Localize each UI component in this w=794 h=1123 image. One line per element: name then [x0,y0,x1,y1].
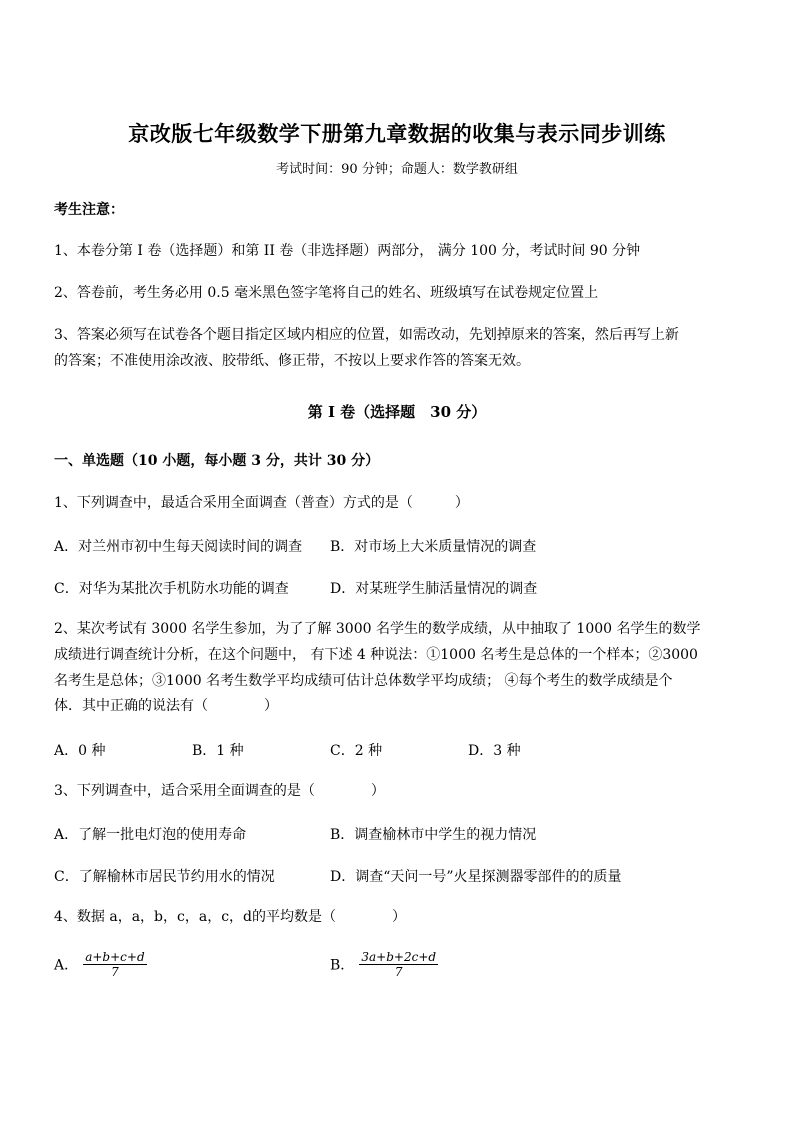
question-2-line-1: 2、某次考试有 3000 名学生参加，为了了解 3000 名学生的数学成绩，从中抽取了 1000 名学生的数学 [54,621,701,637]
question-4-option-a-fraction [83,950,146,979]
section-title: 第 I 卷（选择题 30 分） [307,403,487,421]
question-3-option-b: B．调查榆林市中学生的视力情况 [330,827,537,843]
fraction-denominator: 7 [111,965,119,979]
question-2-option-a: A．0 种 [54,743,106,759]
question-3-option-a: A．了解一批电灯泡的使用寿命 [54,827,247,843]
notice-item-3: 3、答案必须写在试卷各个题目指定区域内相应的位置，如需改动，先划掉原来的答案，然后再写上新 [54,327,679,343]
question-2-line-2: 成绩进行调查统计分析，在这个问题中， 有下述 4 种说法：①1000 名考生是总体的一个样本；②3000 [54,647,698,663]
notice-item-3-cont: 的答案；不准使用涂改液、胶带纸、修正带，不按以上要求作答的答案无效。 [54,353,530,369]
notice-item-1: 1、本卷分第 I 卷（选择题）和第 II 卷（非选择题）两部分， 满分 100 分，考试时间 90 分钟 [54,243,641,259]
question-4-option-b-fraction [359,950,438,979]
question-1-option-d: D．对某班学生肺活量情况的调查 [330,581,538,597]
question-4-option-a [54,950,147,979]
fraction-numerator: a+b+c+d [85,950,145,964]
question-4-option-b [330,950,438,979]
question-3-option-d: D．调查“天问一号”火星探测器零部件的的质量 [330,869,622,885]
page-title: 京改版七年级数学下册第九章数据的收集与表示同步训练 [128,121,666,146]
notice-heading: 考生注意： [54,202,124,218]
question-4-option-b-label: B． [330,957,355,974]
fraction-denominator: 7 [394,965,403,979]
question-1-option-c: C．对华为某批次手机防水功能的调查 [54,581,289,597]
question-2-line-3: 名考生是总体；③1000 名考生数学平均成绩可估计总体数学平均成绩； ④每个考生的数学成绩是个 [54,673,673,689]
question-3-option-c: C．了解榆林市居民节约用水的情况 [54,869,275,885]
question-4-option-a-label: A． [54,957,79,974]
question-2-option-d: D．3 种 [468,743,521,759]
question-1-stem: 1、下列调查中，最适合采用全面调查（普查）方式的是（ ） [54,495,469,511]
question-3-stem: 3、下列调查中，适合采用全面调查的是（ ） [54,783,385,799]
question-1-option-b: B．对市场上大米质量情况的调查 [330,539,537,555]
question-2-option-b: B．1 种 [192,743,244,759]
question-4-stem: 4、数据 a，a，b，c，a，c，d的平均数是（ ） [54,909,407,925]
fraction-numerator: 3a+b+2c+d [361,950,437,964]
notice-item-2: 2、答卷前，考生务必用 0.5 毫米黑色签字笔将自己的姓名、班级填写在试卷规定位置上 [54,285,599,301]
exam-info: 考试时间：90 分钟；命题人：数学教研组 [276,162,518,177]
question-1-option-a: A．对兰州市初中生每天阅读时间的调查 [54,539,303,555]
part-heading: 一、单选题（10 小题，每小题 3 分，共计 30 分） [54,453,380,469]
question-2-line-4: 体．其中正确的说法有（ ） [54,698,278,714]
question-2-option-c: C．2 种 [330,743,383,759]
